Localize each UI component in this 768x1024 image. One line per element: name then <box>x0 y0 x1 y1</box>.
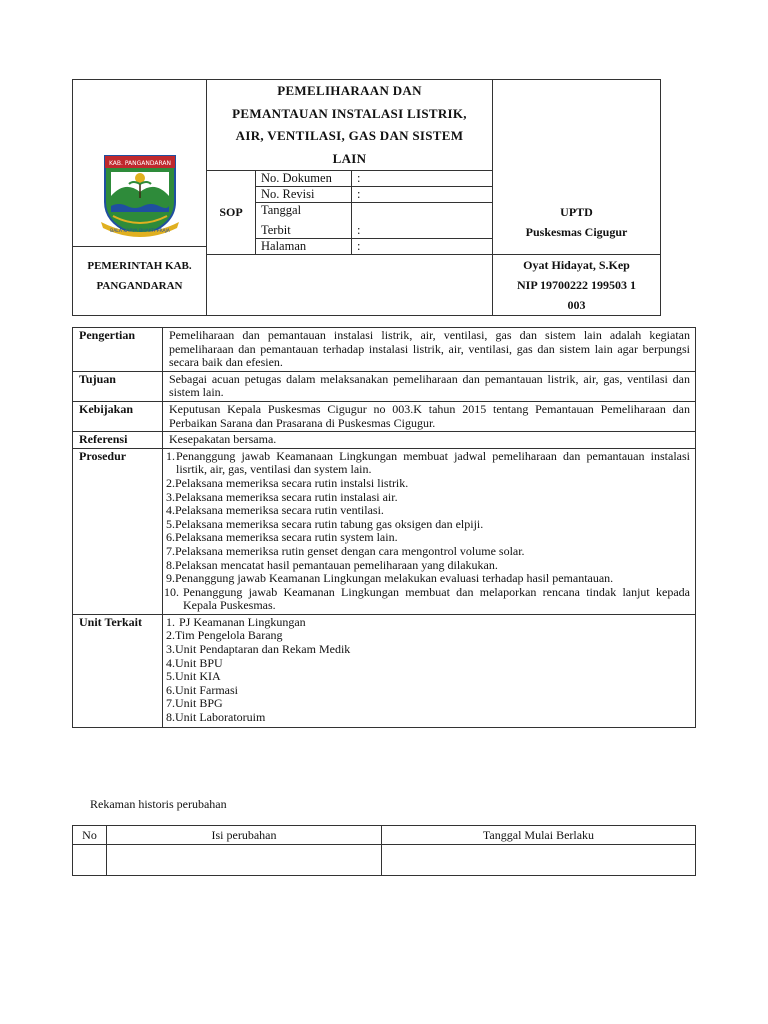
history-header-row <box>73 826 696 845</box>
svg-text:KAB. PANGANDARAN: KAB. PANGANDARAN <box>108 160 171 167</box>
field-label-no-dokumen: No. Dokumen <box>256 171 352 187</box>
field-value-no-dokumen: : <box>352 171 493 187</box>
history-col-tanggal: Tanggal Mulai Berlaku <box>382 826 696 845</box>
sop-content-table <box>72 327 696 728</box>
label-tujuan: Tujuan <box>73 371 163 401</box>
value-pengertian: Pemeliharaan dan pemantauan instalasi listrik, air, ventilasi, gas dan sistem lain adalah kegiatan pemeliharaan dan pemantauan terhadap instalasi listrik, air, ventilasi, gas dan sistem lain agar berpungsi secara baik dan efesien. <box>163 328 696 372</box>
pangandaran-crest-icon <box>99 152 181 238</box>
logo-divider <box>73 246 207 247</box>
field-label-no-revisi: No. Revisi <box>256 187 352 203</box>
row-pengertian <box>73 328 696 372</box>
signer-name: Oyat Hidayat, S.Kep <box>523 258 630 272</box>
list-item: 3. Pelaksana memeriksa secara rutin instalasi air. <box>166 489 398 504</box>
field-value-no-revisi: : <box>352 187 493 203</box>
field-label-halaman: Halaman <box>256 239 352 255</box>
value-tujuan: Sebagai acuan petugas dalam melaksanakan pemeliharaan dan pemantauan listrik, air, gas, ventilasi dan sistem lain. <box>163 371 696 401</box>
list-item: 7. Unit BPG <box>166 696 223 711</box>
list-item: 8. Pelaksan mencatat hasil pemantauan pemeliharaan yang dilakukan. <box>166 557 498 572</box>
list-item: 10. Penanggung jawab Keamanan Lingkungan membuat dan melaporkan rencana tindak lanjut kepada Kepala Puskesmas. <box>164 584 690 613</box>
history-cell-no[interactable] <box>73 845 107 876</box>
list-item: 6. Unit Farmasi <box>166 682 238 697</box>
row-tujuan <box>73 371 696 401</box>
field-label-tanggal-terbit: Tanggal Terbit <box>256 203 352 239</box>
row-referensi <box>73 432 696 449</box>
list-item: 4. Pelaksana memeriksa secara rutin ventilasi. <box>166 503 384 518</box>
row-unit-terkait <box>73 614 696 727</box>
label-prosedur: Prosedur <box>73 448 163 614</box>
signer-nip: NIP 19700222 199503 1 <box>516 278 636 292</box>
list-item: 4. Unit BPU <box>166 655 223 670</box>
label-kebijakan: Kebijakan <box>73 401 163 431</box>
unit-list <box>163 614 696 727</box>
list-item: 1. PJ Keamanan Lingkungan <box>166 614 306 629</box>
history-caption: Rekaman historis perubahan <box>90 797 227 811</box>
document-title: PEMELIHARAAN DAN PEMANTAUAN INSTALASI LISTRIK, AIR, VENTILASI, GAS DAN SISTEM LAIN <box>207 80 493 171</box>
label-referensi: Referensi <box>73 432 163 449</box>
sop-label: SOP <box>207 171 256 255</box>
value-kebijakan: Keputusan Kepala Puskesmas Cigugur no 003.K tahun 2015 tentang Pemantauan Pemeliharaan dan Perbaikan Sarana dan Prasarana di Puskesmas Cigugur. <box>163 401 696 431</box>
table-row <box>73 845 696 876</box>
list-item: 2. Tim Pengelola Barang <box>166 628 283 643</box>
history-col-no: No <box>73 826 107 845</box>
history-cell-isi[interactable] <box>107 845 382 876</box>
list-item: 6. Pelaksana memeriksa secara rutin system lain. <box>166 530 398 545</box>
history-col-isi: Isi perubahan <box>107 826 382 845</box>
value-referensi: Kesepakatan bersama. <box>163 432 696 449</box>
list-item: 2. Pelaksana memeriksa secara rutin instalsi listrik. <box>166 475 409 490</box>
svg-text:BALA KARYA BHAKTI PRAJA: BALA KARYA BHAKTI PRAJA <box>109 229 170 234</box>
uptd-label: UPTD <box>560 205 593 219</box>
empty-signature-cell <box>207 255 493 316</box>
field-value-halaman: : <box>352 239 493 255</box>
label-unit-terkait: Unit Terkait <box>73 614 163 727</box>
list-item: 1. Penanggung jawab Keamanaan Lingkungan membuat jadwal pemeliharaan dan pemantauan instalasi lisrtik, air, gas, ventilasi dan system lain. <box>166 448 690 477</box>
pemerintah-label: PEMERINTAH KAB. PANGANDARAN <box>87 260 192 292</box>
row-kebijakan <box>73 401 696 431</box>
history-cell-tanggal[interactable] <box>382 845 696 876</box>
field-value-tanggal-terbit: : <box>352 203 493 239</box>
list-item: 3. Unit Pendaptaran dan Rekam Medik <box>166 642 351 657</box>
label-pengertian: Pengertian <box>73 328 163 372</box>
list-item: 5. Pelaksana memeriksa secara rutin tabung gas oksigen dan elpiji. <box>166 516 484 531</box>
row-prosedur <box>73 448 696 614</box>
list-item: 7. Pelaksana memeriksa rutin genset dengan cara mengontrol volume solar. <box>166 543 525 558</box>
list-item: 9. Penanggung jawab Keamanan Lingkungan melakukan evaluasi terhadap hasil pemantauan. <box>166 571 614 586</box>
prosedur-list <box>163 448 696 614</box>
puskesmas-name: Puskesmas Cigugur <box>525 225 628 239</box>
uptd-cell <box>493 80 661 255</box>
history-table <box>72 825 696 876</box>
list-item: 5. Unit KIA <box>166 669 221 684</box>
signer-cell: Oyat Hidayat, S.Kep NIP 19700222 199503 1 003 <box>493 255 661 316</box>
list-item: 8. Unit Laboratoruim <box>166 710 266 725</box>
